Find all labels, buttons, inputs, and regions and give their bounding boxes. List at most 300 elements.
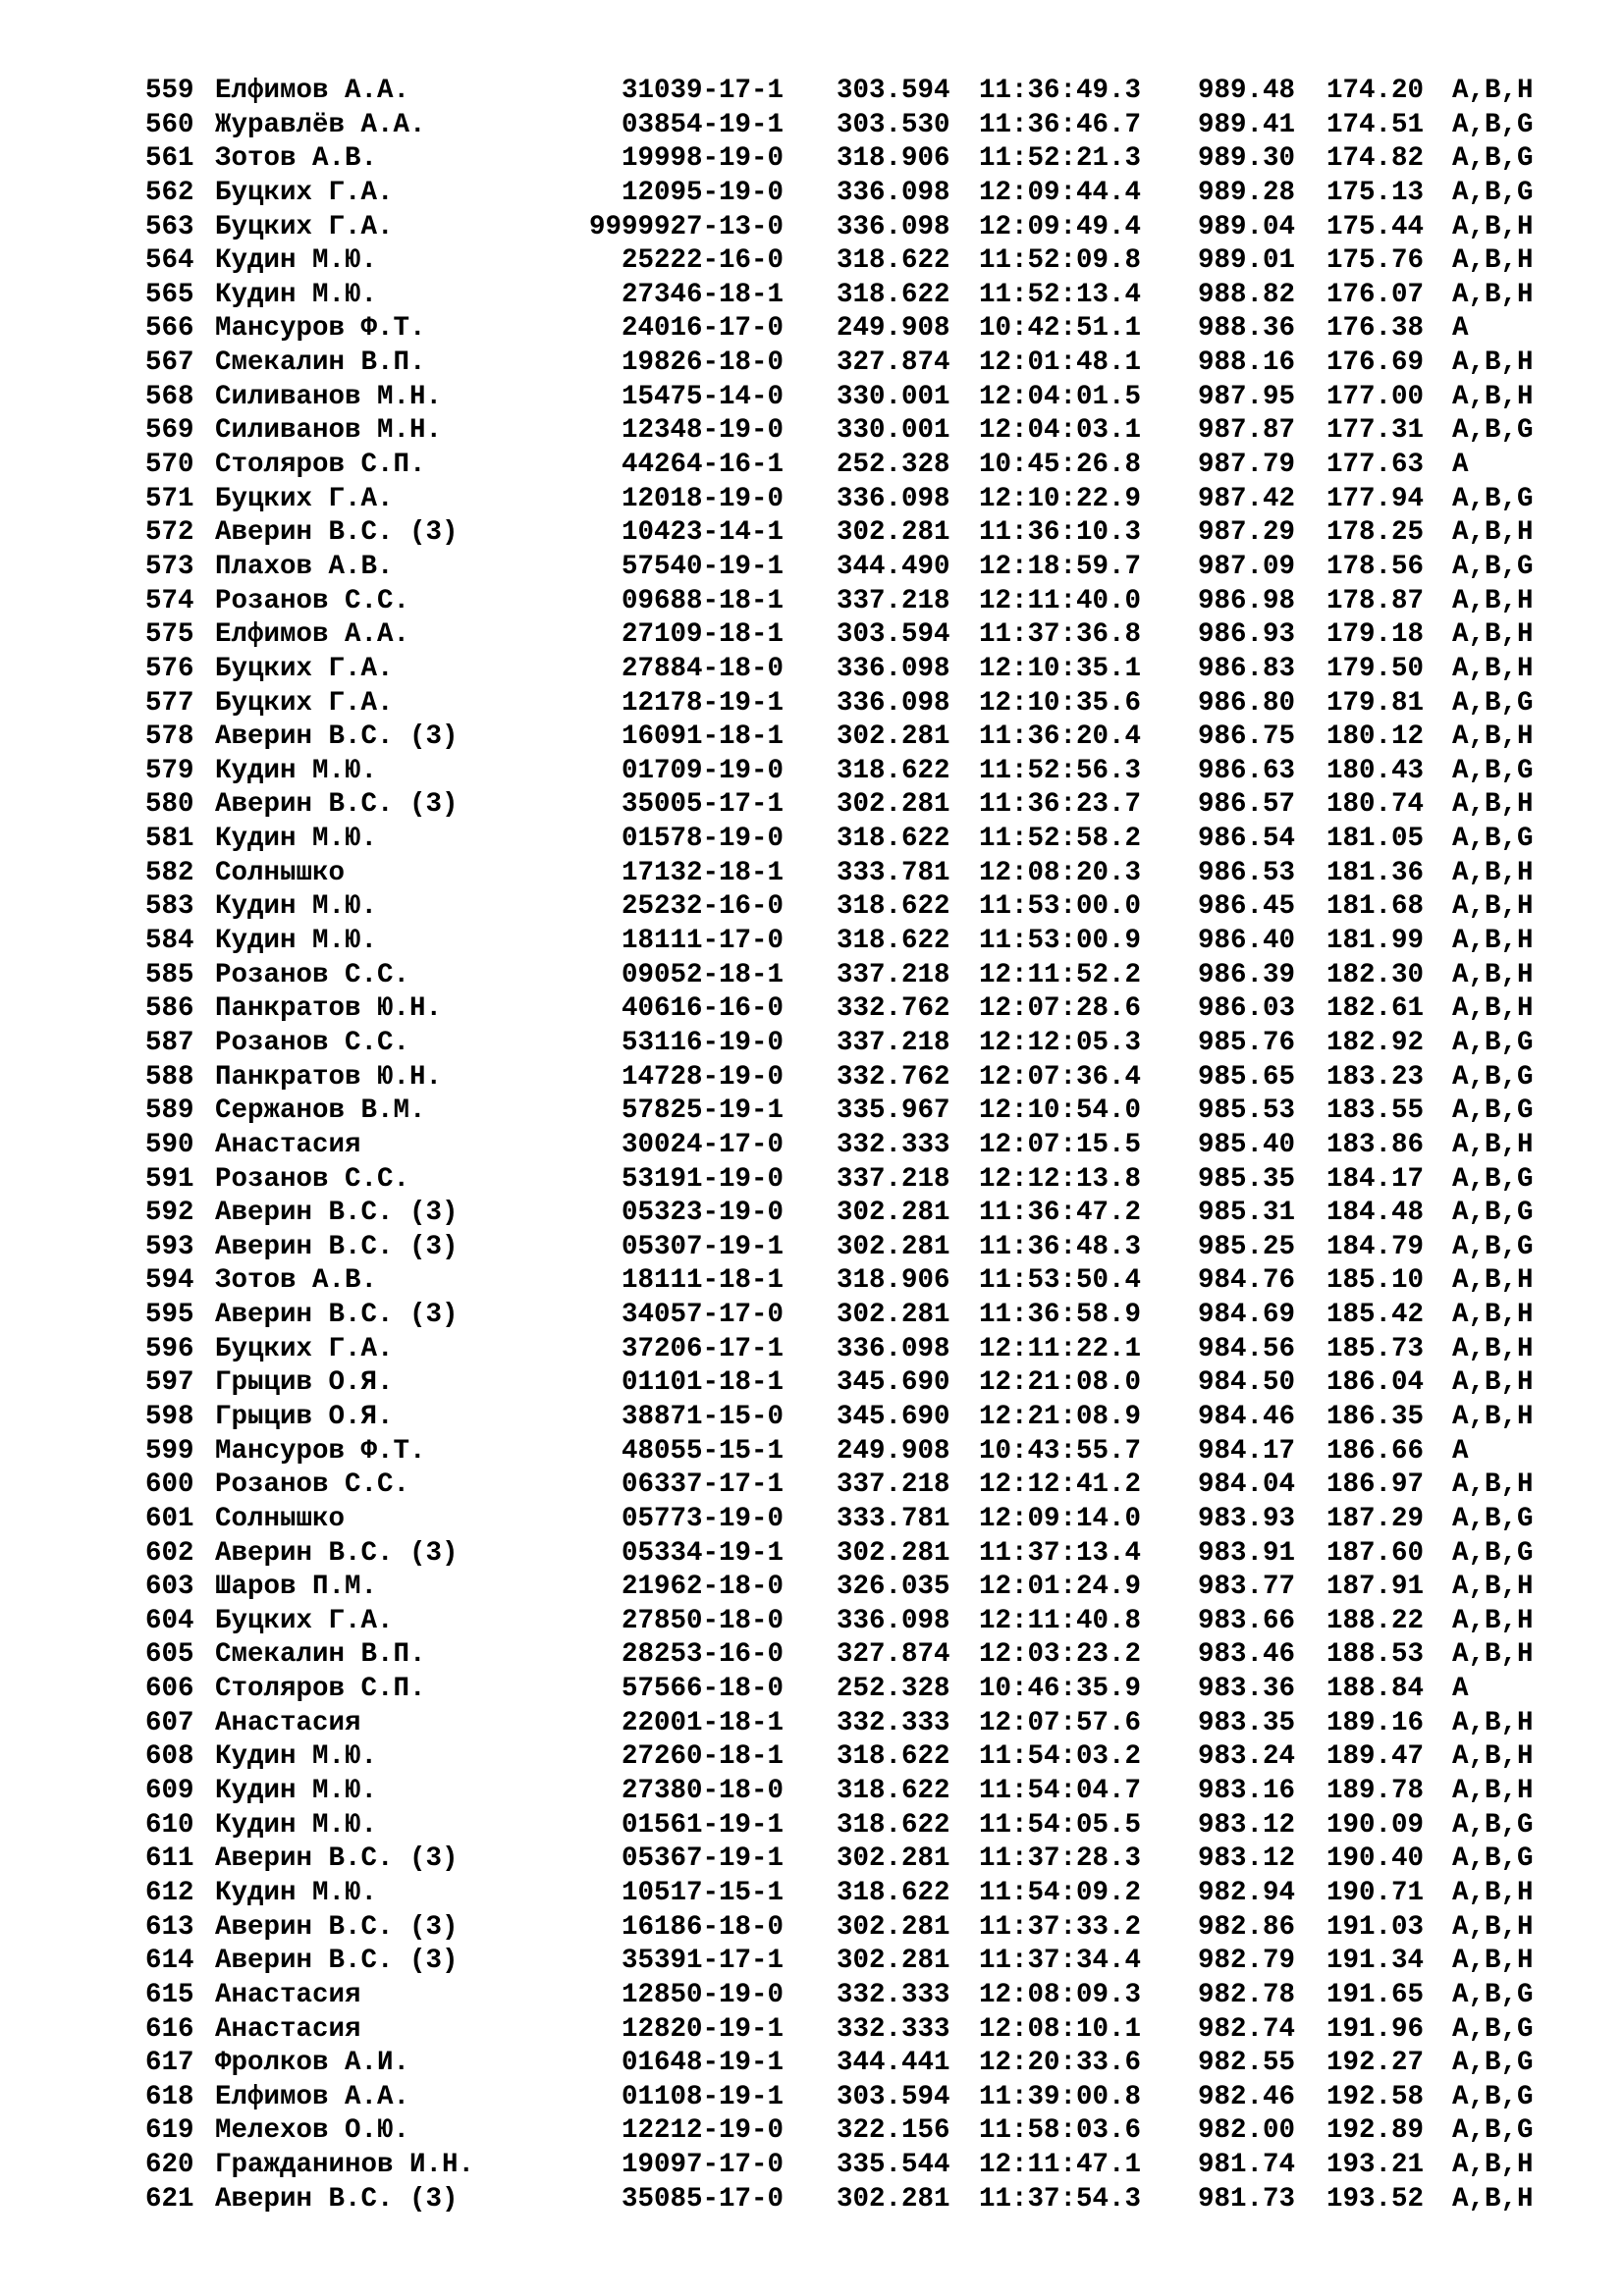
participant-name: Смекалин В.П. — [215, 1639, 426, 1671]
category-flags: A,B,H — [1452, 1367, 1534, 1399]
ring-number: 01648-19-1 — [621, 2048, 784, 2079]
category-flags: A,B,H — [1452, 1572, 1534, 1603]
ring-number: 05773-19-0 — [621, 1503, 784, 1534]
category-flags: A,B,H — [1452, 1401, 1534, 1432]
place-number: 567 — [145, 347, 194, 379]
participant-name: Кудин М.Ю. — [215, 245, 378, 277]
category-flags: A,B,H — [1452, 619, 1534, 651]
arrival-time: 12:08:10.1 — [979, 2013, 1142, 2045]
participant-name: Розанов С.С. — [215, 1163, 410, 1195]
distance-km: 336.098 — [837, 1333, 950, 1364]
speed-value: 986.63 — [1198, 755, 1296, 786]
category-flags: A,B,G — [1452, 1503, 1534, 1534]
points-value: 181.99 — [1326, 926, 1425, 957]
points-value: 187.91 — [1326, 1572, 1425, 1603]
place-number: 608 — [145, 1741, 194, 1773]
ring-number: 19998-19-0 — [621, 143, 784, 175]
category-flags: A,B,G — [1452, 1163, 1534, 1195]
place-number: 583 — [145, 891, 194, 923]
speed-value: 988.36 — [1198, 313, 1296, 345]
ring-number: 37206-17-1 — [621, 1333, 784, 1364]
category-flags: A,B,G — [1452, 551, 1534, 582]
category-flags: A,B,G — [1452, 1061, 1534, 1093]
place-number: 602 — [145, 1537, 194, 1569]
arrival-time: 11:37:28.3 — [979, 1843, 1142, 1875]
place-number: 568 — [145, 381, 194, 412]
points-value: 189.16 — [1326, 1707, 1425, 1738]
arrival-time: 12:11:52.2 — [979, 959, 1142, 990]
result-row — [0, 142, 1624, 177]
speed-value: 983.77 — [1198, 1572, 1296, 1603]
participant-name: Кудин М.Ю. — [215, 1776, 378, 1807]
place-number: 613 — [145, 1911, 194, 1943]
speed-value: 982.86 — [1198, 1911, 1296, 1943]
participant-name: Аверин В.С. (3) — [215, 517, 459, 549]
arrival-time: 11:36:47.2 — [979, 1198, 1142, 1229]
result-row — [0, 312, 1624, 347]
ring-number: 12850-19-0 — [621, 1979, 784, 2010]
speed-value: 983.16 — [1198, 1776, 1296, 1807]
place-number: 595 — [145, 1300, 194, 1331]
distance-km: 344.490 — [837, 551, 950, 582]
points-value: 178.56 — [1326, 551, 1425, 582]
result-row — [0, 1809, 1624, 1843]
category-flags: A,B,H — [1452, 381, 1534, 412]
result-row — [0, 1673, 1624, 1707]
ring-number: 15475-14-0 — [621, 381, 784, 412]
participant-name: Сержанов В.М. — [215, 1095, 426, 1127]
speed-value: 984.69 — [1198, 1300, 1296, 1331]
speed-value: 984.56 — [1198, 1333, 1296, 1364]
points-value: 185.73 — [1326, 1333, 1425, 1364]
result-row — [0, 516, 1624, 551]
participant-name: Панкратов Ю.Н. — [215, 993, 443, 1025]
speed-value: 984.04 — [1198, 1469, 1296, 1501]
arrival-time: 12:01:48.1 — [979, 347, 1142, 379]
place-number: 562 — [145, 177, 194, 208]
points-value: 186.35 — [1326, 1401, 1425, 1432]
speed-value: 986.45 — [1198, 891, 1296, 923]
category-flags: A,B,H — [1452, 2183, 1534, 2215]
points-value: 183.23 — [1326, 1061, 1425, 1093]
speed-value: 984.17 — [1198, 1435, 1296, 1467]
distance-km: 302.281 — [837, 1300, 950, 1331]
place-number: 611 — [145, 1843, 194, 1875]
category-flags: A,B,H — [1452, 279, 1534, 310]
speed-value: 982.46 — [1198, 2081, 1296, 2112]
participant-name: Аверин В.С. (3) — [215, 1946, 459, 1977]
points-value: 182.30 — [1326, 959, 1425, 990]
result-row — [0, 1503, 1624, 1537]
distance-km: 318.622 — [837, 1877, 950, 1908]
speed-value: 989.01 — [1198, 245, 1296, 277]
place-number: 604 — [145, 1605, 194, 1636]
points-value: 181.36 — [1326, 857, 1425, 888]
ring-number: 28253-16-0 — [621, 1639, 784, 1671]
place-number: 581 — [145, 824, 194, 855]
ring-number: 12348-19-0 — [621, 415, 784, 447]
category-flags: A,B,H — [1452, 1300, 1534, 1331]
ring-number: 27260-18-1 — [621, 1741, 784, 1773]
place-number: 605 — [145, 1639, 194, 1671]
points-value: 178.87 — [1326, 585, 1425, 616]
place-number: 606 — [145, 1674, 194, 1705]
speed-value: 989.41 — [1198, 109, 1296, 140]
place-number: 586 — [145, 993, 194, 1025]
result-row — [0, 1911, 1624, 1946]
place-number: 573 — [145, 551, 194, 582]
result-row — [0, 755, 1624, 789]
result-row — [0, 925, 1624, 959]
participant-name: Солнышко — [215, 857, 346, 888]
distance-km: 249.908 — [837, 1435, 950, 1467]
distance-km: 332.333 — [837, 1707, 950, 1738]
result-row — [0, 109, 1624, 143]
speed-value: 985.53 — [1198, 1095, 1296, 1127]
category-flags: A,B,H — [1452, 1469, 1534, 1501]
points-value: 190.71 — [1326, 1877, 1425, 1908]
arrival-time: 12:21:08.0 — [979, 1367, 1142, 1399]
category-flags: A,B,H — [1452, 857, 1534, 888]
speed-value: 989.28 — [1198, 177, 1296, 208]
ring-number: 31039-17-1 — [621, 76, 784, 106]
speed-value: 987.95 — [1198, 381, 1296, 412]
arrival-time: 11:39:00.8 — [979, 2081, 1142, 2112]
distance-km: 302.281 — [837, 721, 950, 753]
participant-name: Анастасия — [215, 1707, 361, 1738]
ring-number: 38871-15-0 — [621, 1401, 784, 1432]
category-flags: A,B,G — [1452, 177, 1534, 208]
points-value: 192.58 — [1326, 2081, 1425, 2112]
place-number: 580 — [145, 789, 194, 821]
place-number: 594 — [145, 1265, 194, 1297]
place-number: 574 — [145, 585, 194, 616]
result-row — [0, 414, 1624, 449]
participant-name: Мелехов О.Ю. — [215, 2115, 410, 2147]
participant-name: Кудин М.Ю. — [215, 279, 378, 310]
distance-km: 318.622 — [837, 891, 950, 923]
distance-km: 302.281 — [837, 1537, 950, 1569]
arrival-time: 12:12:13.8 — [979, 1163, 1142, 1195]
category-flags: A,B,H — [1452, 1333, 1534, 1364]
points-value: 184.48 — [1326, 1198, 1425, 1229]
ring-number: 25222-16-0 — [621, 245, 784, 277]
distance-km: 332.333 — [837, 1979, 950, 2010]
distance-km: 337.218 — [837, 585, 950, 616]
participant-name: Кудин М.Ю. — [215, 824, 378, 855]
place-number: 584 — [145, 926, 194, 957]
place-number: 597 — [145, 1367, 194, 1399]
category-flags: A — [1452, 313, 1469, 345]
participant-name: Шаров П.М. — [215, 1572, 378, 1603]
participant-name: Аверин В.С. (3) — [215, 1198, 459, 1229]
participant-name: Журавлёв А.А. — [215, 109, 426, 140]
participant-name: Аверин В.С. (3) — [215, 1911, 459, 1943]
place-number: 588 — [145, 1061, 194, 1093]
place-number: 621 — [145, 2183, 194, 2215]
category-flags: A,B,H — [1452, 993, 1534, 1025]
category-flags: A,B,H — [1452, 1877, 1534, 1908]
result-row — [0, 1435, 1624, 1469]
points-value: 191.65 — [1326, 1979, 1425, 2010]
result-row — [0, 1605, 1624, 1639]
participant-name: Буцких Г.А. — [215, 177, 394, 208]
ring-number: 25232-16-0 — [621, 891, 784, 923]
arrival-time: 11:53:00.0 — [979, 891, 1142, 923]
speed-value: 984.50 — [1198, 1367, 1296, 1399]
points-value: 191.34 — [1326, 1946, 1425, 1977]
distance-km: 303.530 — [837, 109, 950, 140]
place-number: 591 — [145, 1163, 194, 1195]
participant-name: Буцких Г.А. — [215, 1605, 394, 1636]
participant-name: Фролков А.И. — [215, 2048, 410, 2079]
place-number: 599 — [145, 1435, 194, 1467]
participant-name: Розанов С.С. — [215, 585, 410, 616]
result-row — [0, 2081, 1624, 2115]
arrival-time: 10:43:55.7 — [979, 1435, 1142, 1467]
participant-name: Розанов С.С. — [215, 1469, 410, 1501]
ring-number: 21962-18-0 — [621, 1572, 784, 1603]
points-value: 179.18 — [1326, 619, 1425, 651]
arrival-time: 11:36:48.3 — [979, 1231, 1142, 1262]
ring-number: 12018-19-0 — [621, 483, 784, 514]
arrival-time: 11:37:34.4 — [979, 1946, 1142, 1977]
category-flags: A,B,H — [1452, 245, 1534, 277]
ring-number: 53116-19-0 — [621, 1027, 784, 1058]
category-flags: A,B,H — [1452, 959, 1534, 990]
category-flags: A,B,G — [1452, 2013, 1534, 2045]
participant-name: Кудин М.Ю. — [215, 1809, 378, 1841]
category-flags: A — [1452, 1674, 1469, 1705]
result-row — [0, 585, 1624, 619]
participant-name: Мансуров Ф.Т. — [215, 1435, 426, 1467]
participant-name: Аверин В.С. (3) — [215, 2183, 459, 2215]
distance-km: 303.594 — [837, 2081, 950, 2112]
distance-km: 326.035 — [837, 1572, 950, 1603]
participant-name: Елфимов А.А. — [215, 76, 410, 106]
result-row — [0, 1401, 1624, 1435]
result-row — [0, 449, 1624, 483]
result-row — [0, 1877, 1624, 1911]
place-number: 612 — [145, 1877, 194, 1908]
place-number: 569 — [145, 415, 194, 447]
arrival-time: 11:54:05.5 — [979, 1809, 1142, 1841]
arrival-time: 12:03:23.2 — [979, 1639, 1142, 1671]
participant-name: Силиванов М.Н. — [215, 381, 443, 412]
points-value: 184.79 — [1326, 1231, 1425, 1262]
ring-number: 27109-18-1 — [621, 619, 784, 651]
category-flags: A,B,H — [1452, 1605, 1534, 1636]
points-value: 188.22 — [1326, 1605, 1425, 1636]
distance-km: 302.281 — [837, 517, 950, 549]
result-row — [0, 1979, 1624, 2013]
category-flags: A,B,H — [1452, 1741, 1534, 1773]
speed-value: 988.16 — [1198, 347, 1296, 379]
arrival-time: 12:11:47.1 — [979, 2150, 1142, 2181]
points-value: 182.61 — [1326, 993, 1425, 1025]
points-value: 177.00 — [1326, 381, 1425, 412]
distance-km: 318.622 — [837, 1776, 950, 1807]
result-row — [0, 1945, 1624, 1979]
result-row — [0, 1333, 1624, 1367]
place-number: 596 — [145, 1333, 194, 1364]
points-value: 189.47 — [1326, 1741, 1425, 1773]
ring-number: 18111-17-0 — [621, 926, 784, 957]
ring-number: 22001-18-1 — [621, 1707, 784, 1738]
distance-km: 332.333 — [837, 2013, 950, 2045]
arrival-time: 12:04:03.1 — [979, 415, 1142, 447]
ring-number: 05367-19-1 — [621, 1843, 784, 1875]
category-flags: A,B,H — [1452, 76, 1534, 106]
speed-value: 988.82 — [1198, 279, 1296, 310]
result-row — [0, 890, 1624, 925]
category-flags: A,B,G — [1452, 2081, 1534, 2112]
speed-value: 985.31 — [1198, 1198, 1296, 1229]
result-row — [0, 1775, 1624, 1809]
distance-km: 302.281 — [837, 1911, 950, 1943]
place-number: 592 — [145, 1198, 194, 1229]
arrival-time: 11:36:46.7 — [979, 109, 1142, 140]
place-number: 590 — [145, 1129, 194, 1160]
result-row — [0, 1264, 1624, 1299]
speed-value: 983.35 — [1198, 1707, 1296, 1738]
result-row — [0, 75, 1624, 109]
speed-value: 983.46 — [1198, 1639, 1296, 1671]
result-row — [0, 1740, 1624, 1775]
participant-name: Гражданинов И.Н. — [215, 2150, 475, 2181]
speed-value: 987.29 — [1198, 517, 1296, 549]
points-value: 183.55 — [1326, 1095, 1425, 1127]
category-flags: A,B,H — [1452, 1776, 1534, 1807]
participant-name: Зотов А.В. — [215, 1265, 378, 1297]
points-value: 178.25 — [1326, 517, 1425, 549]
result-row — [0, 1468, 1624, 1503]
arrival-time: 12:09:49.4 — [979, 211, 1142, 242]
result-row — [0, 244, 1624, 279]
distance-km: 303.594 — [837, 619, 950, 651]
ring-number: 27850-18-0 — [621, 1605, 784, 1636]
speed-value: 986.75 — [1198, 721, 1296, 753]
result-row — [0, 653, 1624, 687]
ring-number: 19097-17-0 — [621, 2150, 784, 2181]
speed-value: 984.46 — [1198, 1401, 1296, 1432]
speed-value: 989.04 — [1198, 211, 1296, 242]
speed-value: 983.93 — [1198, 1503, 1296, 1534]
distance-km: 332.762 — [837, 993, 950, 1025]
category-flags: A,B,G — [1452, 1537, 1534, 1569]
place-number: 560 — [145, 109, 194, 140]
distance-km: 335.967 — [837, 1095, 950, 1127]
distance-km: 336.098 — [837, 687, 950, 719]
points-value: 189.78 — [1326, 1776, 1425, 1807]
arrival-time: 11:36:49.3 — [979, 76, 1142, 106]
ring-number: 9999927-13-0 — [588, 211, 784, 242]
ring-number: 01709-19-0 — [621, 755, 784, 786]
distance-km: 332.762 — [837, 1061, 950, 1093]
arrival-time: 12:12:05.3 — [979, 1027, 1142, 1058]
participant-name: Розанов С.С. — [215, 959, 410, 990]
points-value: 185.10 — [1326, 1265, 1425, 1297]
ring-number: 05323-19-0 — [621, 1198, 784, 1229]
ring-number: 35391-17-1 — [621, 1946, 784, 1977]
distance-km: 302.281 — [837, 1198, 950, 1229]
distance-km: 345.690 — [837, 1367, 950, 1399]
category-flags: A,B,G — [1452, 1027, 1534, 1058]
speed-value: 986.83 — [1198, 653, 1296, 684]
ring-number: 17132-18-1 — [621, 857, 784, 888]
category-flags: A,B,G — [1452, 1979, 1534, 2010]
arrival-time: 12:11:40.8 — [979, 1605, 1142, 1636]
result-row — [0, 1707, 1624, 1741]
distance-km: 302.281 — [837, 789, 950, 821]
points-value: 192.27 — [1326, 2048, 1425, 2079]
points-value: 179.81 — [1326, 687, 1425, 719]
points-value: 179.50 — [1326, 653, 1425, 684]
ring-number: 44264-16-1 — [621, 450, 784, 481]
points-value: 181.05 — [1326, 824, 1425, 855]
participant-name: Кудин М.Ю. — [215, 891, 378, 923]
distance-km: 332.333 — [837, 1129, 950, 1160]
ring-number: 10423-14-1 — [621, 517, 784, 549]
participant-name: Кудин М.Ю. — [215, 926, 378, 957]
speed-value: 982.74 — [1198, 2013, 1296, 2045]
result-row — [0, 857, 1624, 891]
points-value: 176.69 — [1326, 347, 1425, 379]
distance-km: 327.874 — [837, 347, 950, 379]
distance-km: 345.690 — [837, 1401, 950, 1432]
ring-number: 09052-18-1 — [621, 959, 784, 990]
place-number: 561 — [145, 143, 194, 175]
speed-value: 986.53 — [1198, 857, 1296, 888]
result-row — [0, 211, 1624, 245]
result-row — [0, 1537, 1624, 1572]
arrival-time: 11:52:56.3 — [979, 755, 1142, 786]
distance-km: 318.622 — [837, 926, 950, 957]
place-number: 576 — [145, 653, 194, 684]
place-number: 571 — [145, 483, 194, 514]
ring-number: 05307-19-1 — [621, 1231, 784, 1262]
ring-number: 48055-15-1 — [621, 1435, 784, 1467]
place-number: 587 — [145, 1027, 194, 1058]
participant-name: Буцких Г.А. — [215, 687, 394, 719]
points-value: 187.29 — [1326, 1503, 1425, 1534]
participant-name: Буцких Г.А. — [215, 211, 394, 242]
place-number: 563 — [145, 211, 194, 242]
speed-value: 983.36 — [1198, 1674, 1296, 1705]
points-value: 193.52 — [1326, 2183, 1425, 2215]
speed-value: 986.93 — [1198, 619, 1296, 651]
speed-value: 981.73 — [1198, 2183, 1296, 2215]
distance-km: 318.622 — [837, 1741, 950, 1773]
points-value: 181.68 — [1326, 891, 1425, 923]
arrival-time: 11:36:58.9 — [979, 1300, 1142, 1331]
category-flags: A,B,G — [1452, 1095, 1534, 1127]
category-flags: A,B,H — [1452, 1911, 1534, 1943]
distance-km: 302.281 — [837, 1843, 950, 1875]
ring-number: 01101-18-1 — [621, 1367, 784, 1399]
distance-km: 333.781 — [837, 1503, 950, 1534]
place-number: 617 — [145, 2048, 194, 2079]
speed-value: 982.79 — [1198, 1946, 1296, 1977]
participant-name: Елфимов А.А. — [215, 2081, 410, 2112]
ring-number: 19826-18-0 — [621, 347, 784, 379]
distance-km: 327.874 — [837, 1639, 950, 1671]
arrival-time: 12:09:44.4 — [979, 177, 1142, 208]
points-value: 177.94 — [1326, 483, 1425, 514]
result-row — [0, 2114, 1624, 2149]
speed-value: 982.00 — [1198, 2115, 1296, 2147]
category-flags: A — [1452, 450, 1469, 481]
